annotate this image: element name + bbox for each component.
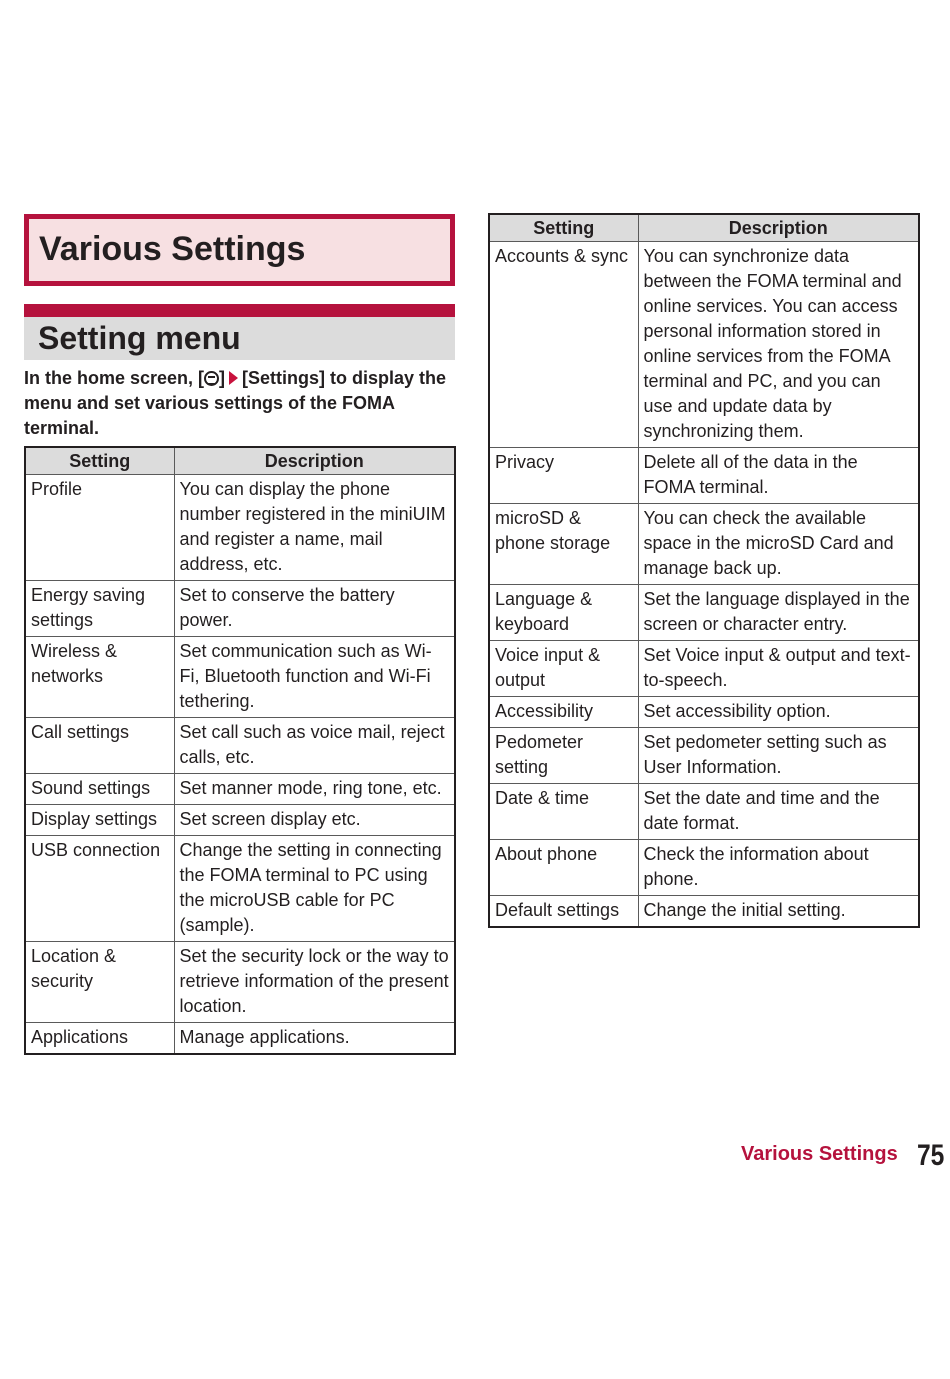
settings-table-left (24, 446, 456, 1055)
description-cell: Set call such as voice mail, reject calls, etc. (174, 718, 455, 774)
settings-table-right (488, 213, 920, 928)
table-row (489, 840, 919, 896)
setting-cell: Applications (25, 1023, 174, 1055)
menu-key-icon (204, 371, 219, 386)
header-description: Description (174, 447, 455, 475)
description-cell: Manage applications. (174, 1023, 455, 1055)
description-cell: Set pedometer setting such as User Information. (638, 728, 919, 784)
intro-part1: In the home screen, [ (24, 368, 205, 388)
table-header-row (25, 447, 455, 475)
table-header-row (489, 214, 919, 242)
header-setting: Setting (25, 447, 174, 475)
table-row (25, 475, 455, 581)
setting-cell: Voice input & output (489, 641, 638, 697)
table-row (25, 718, 455, 774)
description-cell: Set accessibility option. (638, 697, 919, 728)
description-cell: Set the language displayed in the screen or character entry. (638, 585, 919, 641)
setting-cell: Sound settings (25, 774, 174, 805)
section-title: Setting menu (38, 320, 241, 356)
intro-text (24, 366, 459, 441)
section-header (24, 304, 455, 360)
setting-cell: About phone (489, 840, 638, 896)
setting-cell: Wireless & networks (25, 637, 174, 718)
table-row (25, 637, 455, 718)
right-arrow-icon (229, 371, 238, 385)
description-cell: Set Voice input & output and text-to-speech. (638, 641, 919, 697)
setting-cell: Accessibility (489, 697, 638, 728)
setting-cell: Pedometer setting (489, 728, 638, 784)
description-cell: Check the information about phone. (638, 840, 919, 896)
setting-cell: USB connection (25, 836, 174, 942)
description-cell: You can check the available space in the microSD Card and manage back up. (638, 504, 919, 585)
description-cell: You can synchronize data between the FOMA terminal and online services. You can access personal information stored in online services from the FOMA terminal and PC, and you can use and update data by synchronizing them. (638, 242, 919, 448)
header-description: Description (638, 214, 919, 242)
setting-cell: Display settings (25, 805, 174, 836)
setting-cell: Accounts & sync (489, 242, 638, 448)
intro-part2: ] (219, 368, 226, 388)
table-row (489, 697, 919, 728)
setting-cell: Call settings (25, 718, 174, 774)
description-cell: Set to conserve the battery power. (174, 581, 455, 637)
setting-cell: Default settings (489, 896, 638, 928)
setting-cell: Location & security (25, 942, 174, 1023)
description-cell: You can display the phone number registered in the miniUIM and register a name, mail address, etc. (174, 475, 455, 581)
description-cell: Set communication such as Wi-Fi, Bluetooth function and Wi-Fi tethering. (174, 637, 455, 718)
description-cell: Set manner mode, ring tone, etc. (174, 774, 455, 805)
setting-cell: Privacy (489, 448, 638, 504)
description-cell: Set the date and time and the date format. (638, 784, 919, 840)
table-row (25, 805, 455, 836)
description-cell: Delete all of the data in the FOMA terminal. (638, 448, 919, 504)
description-cell: Set the security lock or the way to retrieve information of the present location. (174, 942, 455, 1023)
table-row (25, 836, 455, 942)
setting-cell: Energy saving settings (25, 581, 174, 637)
setting-cell: Profile (25, 475, 174, 581)
table-row (25, 581, 455, 637)
intro-part3: [Settings] to display the menu and set various settings of the FOMA terminal. (24, 368, 447, 438)
footer-section-label: Various Settings (741, 1143, 898, 1165)
description-cell: Change the setting in connecting the FOMA terminal to PC using the microUSB cable for PC (sample). (174, 836, 455, 942)
description-cell: Change the initial setting. (638, 896, 919, 928)
setting-cell: microSD & phone storage (489, 504, 638, 585)
table-row (25, 1023, 455, 1055)
table-row (489, 504, 919, 585)
table-row (489, 448, 919, 504)
setting-cell: Date & time (489, 784, 638, 840)
table-row (489, 585, 919, 641)
chapter-title-box (24, 214, 455, 286)
description-cell: Set screen display etc. (174, 805, 455, 836)
table-row (489, 641, 919, 697)
page-number: 75 (917, 1139, 945, 1172)
table-row (489, 896, 919, 928)
table-row (25, 942, 455, 1023)
setting-cell: Language & keyboard (489, 585, 638, 641)
table-row (489, 242, 919, 448)
table-row (489, 784, 919, 840)
header-setting: Setting (489, 214, 638, 242)
table-row (25, 774, 455, 805)
table-row (489, 728, 919, 784)
chapter-title: Various Settings (39, 230, 306, 268)
